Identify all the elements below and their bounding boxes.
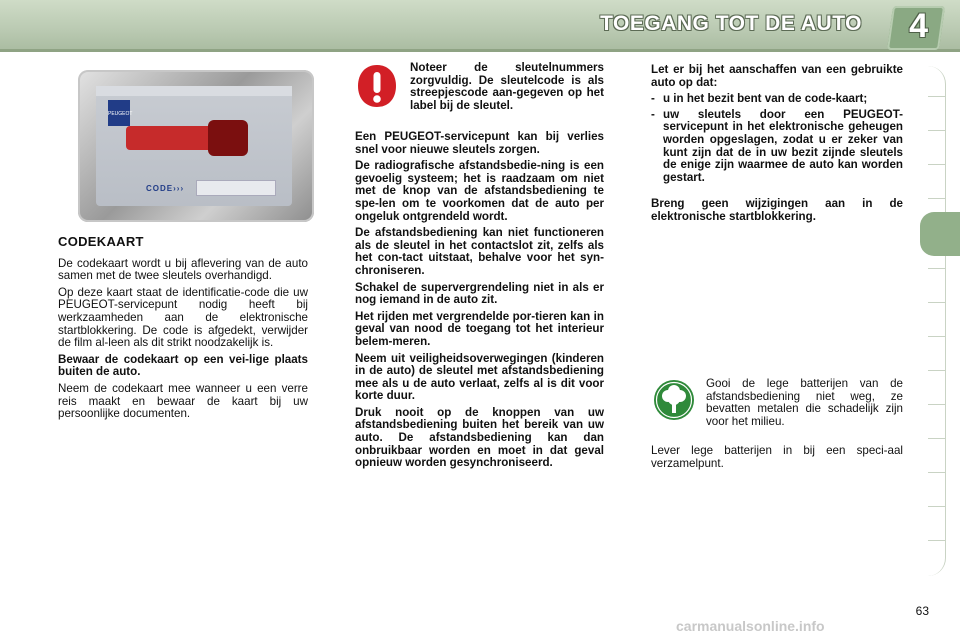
watermark: carmanualsonline.info	[676, 618, 825, 634]
page-title: TOEGANG TOT DE AUTO	[600, 12, 862, 35]
paragraph: Een PEUGEOT-servicepunt kan bij verlies snel voor nieuwe sleutels zorgen.	[355, 130, 604, 156]
index-tick	[928, 540, 946, 541]
paragraph: De afstandsbediening kan niet functioneren als de sleutel in het contactslot zit, zelfs als het con-tact uitstaat, behalve voor het syn-chroniseren.	[355, 226, 604, 277]
code-card-illustration	[78, 70, 314, 222]
index-tick	[928, 336, 946, 337]
paragraph: Op deze kaart staat de identificatie-code die uw PEUGEOT-servicepunt nodig heeft bij werkzaamheden aan de elektronische startblokkering. De code is afgedekt, verwijder de film al-leen als dit strikt noodzakelijk is.	[58, 285, 308, 350]
eco-note-2	[651, 445, 903, 474]
tree-icon	[653, 379, 695, 421]
chapter-index-tab-active[interactable]	[920, 212, 960, 256]
index-tick	[928, 506, 946, 507]
right-column	[651, 64, 903, 228]
index-tick	[928, 130, 946, 131]
list-item: - uw sleutels door een PEUGEOT-servicepunt in het elektronische geheugen worden opgeslagen, zodat u er zeker van kunt zijn dat de in uw bezit zijnde sleutels de enige zijn waarmee de auto kan worden gestart.	[651, 109, 903, 185]
eco-text: Gooi de lege batterijen van de afstandsbediening niet weg, ze bevatten metalen die schadelijk zijn voor het milieu.	[706, 377, 903, 428]
side-index-rail	[923, 66, 946, 576]
code-cover-film	[196, 180, 276, 196]
index-tick	[928, 164, 946, 165]
key-head	[208, 120, 248, 156]
index-tick	[928, 198, 946, 199]
index-tick	[928, 302, 946, 303]
warning-note	[410, 62, 604, 116]
index-tick	[928, 438, 946, 439]
card-stripe	[96, 86, 292, 96]
left-column	[58, 236, 308, 425]
paragraph: De codekaart wordt u bij aflevering van de auto samen met de twee sleutels overhandigd.	[58, 256, 308, 283]
middle-column	[355, 131, 604, 474]
index-tick	[928, 268, 946, 269]
code-label: CODE›››	[146, 184, 185, 193]
eco-text-2: Lever lege batterijen in bij een speci-aal verzamelpunt.	[651, 444, 903, 470]
intro-text: Let er bij het aanschaffen van een gebruikte auto op dat:	[651, 63, 903, 89]
logo-text: PEUGEOT	[108, 111, 133, 117]
index-tick	[928, 96, 946, 97]
page-number: 63	[915, 604, 929, 618]
index-tick	[928, 472, 946, 473]
eco-note	[706, 378, 903, 432]
chapter-number: 4	[909, 7, 928, 45]
note-text: Breng geen wijzigingen aan in de elektronische startblokkering.	[651, 197, 903, 223]
paragraph: Druk nooit op de knoppen van uw afstandsbediening buiten het bereik van uw auto. De afstandsbediening kan dan onbruikbaar worden en moet in dat geval opnieuw worden gesynchroniseerd.	[355, 405, 604, 470]
paragraph: Neem de codekaart mee wanneer u een verre reis maakt en bewaar de kaart bij uw persoonlijke documenten.	[58, 381, 308, 421]
paragraph: De radiografische afstandsbedie-ning is een gevoelig systeem; het is raadzaam om niet met de knop van de afstandsbediening te spe-len om te voorkomen dat de auto per ongeluk ontgrendeld wordt.	[355, 159, 604, 223]
exclamation-icon	[357, 64, 397, 108]
bullet-list	[651, 93, 903, 184]
warning-text: Noteer de sleutelnummers zorgvuldig. De sleutelcode is als streepjescode aan-gegeven op het label bij de sleutel.	[410, 61, 604, 112]
list-item: - u in het bezit bent van de code-kaart;	[651, 93, 903, 106]
paragraph: Schakel de supervergrendeling niet in als er nog iemand in de auto zit.	[355, 280, 604, 307]
index-tick	[928, 370, 946, 371]
paragraph: Het rijden met vergrendelde por-tieren kan in geval van nood de toegang tot het interieur belem-meren.	[355, 309, 604, 348]
paragraph-bold: Bewaar de codekaart op een vei-lige plaats buiten de auto.	[58, 352, 308, 379]
peugeot-logo	[108, 100, 133, 126]
paragraph: Neem uit veiligheidsoverwegingen (kinderen in de auto) de sleutel met afstandsbediening mee als u de auto verlaat, zelfs al is dit voor korte duur.	[355, 351, 604, 403]
index-tick	[928, 404, 946, 405]
section-heading: CODEKAART	[58, 234, 144, 249]
code-card	[96, 86, 292, 206]
